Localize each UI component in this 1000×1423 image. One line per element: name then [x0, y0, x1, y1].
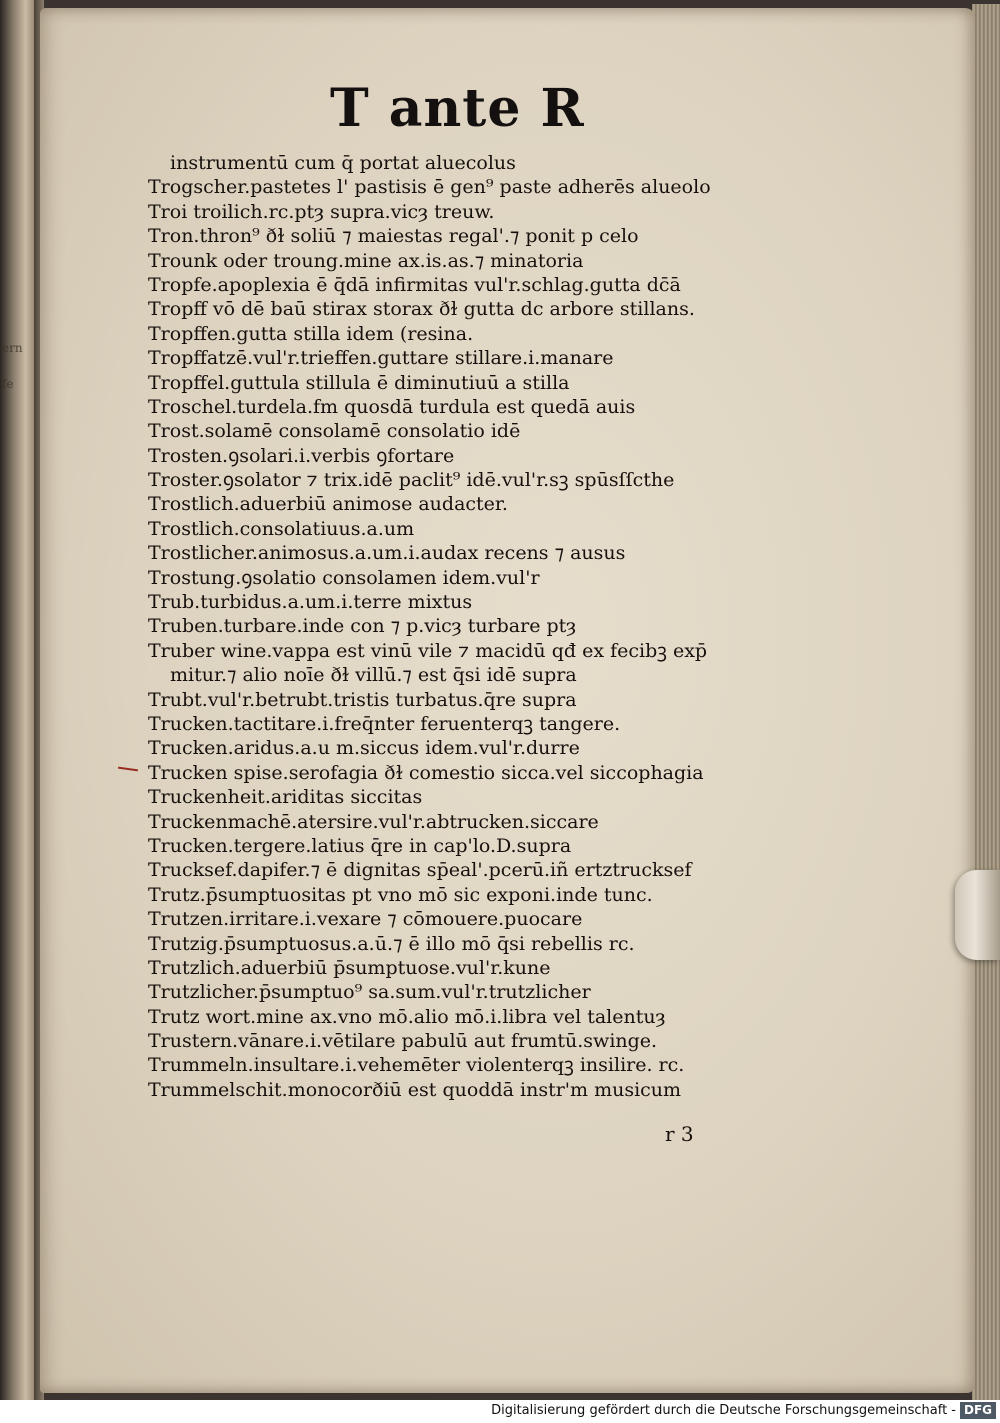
entry-line: Trutzen.irritare.i.vexare ⁊ cōmouere.puocare — [148, 908, 583, 931]
funding-credit: Digitalisierung gefördert durch die Deutsche Forschungsgemeinschaft - — [491, 1403, 956, 1418]
left-page-fragments — [2, 330, 30, 402]
entry-line: Trogscher.pastetes l' pastisis ē gen⁹ paste adherēs alueolo — [148, 176, 711, 199]
entry-line: Troster.ꝯsolator ⁊ trix.idē paclit⁹ idē.vul'r.sꝫ spūsſſcthe — [148, 469, 675, 492]
entry-line: Trutzig.p̄sumptuosus.a.ū.⁊ ē illo mō q̄si rebellis rc. — [148, 932, 635, 955]
entry-line: mitur.⁊ alio noīe ðɫ villū.⁊ est q̄si idē supra — [170, 664, 577, 687]
entry-line: Trubt.vul'r.betrubt.tristis turbatus.q̄re supra — [148, 688, 577, 711]
entry-line: Trutz wort.mine ax.vno mō.alio mō.i.libra vel talentuȝ — [148, 1005, 666, 1028]
entry-line: Truckenmachē.atersire.vul'r.abtrucken.siccare — [148, 810, 599, 833]
signature-mark: r 3 — [665, 1122, 694, 1146]
entry-line: Trucken.aridus.a.u m.siccus idem.vul'r.durre — [148, 737, 580, 760]
running-head: T ante R — [330, 78, 585, 139]
entry-line: Trostlicher.animosus.a.um.i.audax recens ⁊ ausus — [148, 542, 626, 565]
entry-line: Truben.turbare.inde con ⁊ p.vicȝ turbare ptȝ — [148, 615, 577, 638]
entry-line: Tropffatzē.vul'r.trieffen.guttare stillare.i.manare — [148, 347, 614, 370]
left-page-edge — [0, 0, 34, 1400]
page-edge-stack — [972, 4, 1000, 1400]
entry-line: Trustern.vānare.i.vētilare pabulū aut frumtū.swinge. — [148, 1030, 658, 1053]
entry-line: Trutzlicher.p̄sumptuo⁹ sa.sum.vul'r.trutzlicher — [148, 981, 591, 1004]
entry-line: Trutz.p̄sumptuositas pt vno mō sic exponi.inde tunc. — [148, 883, 653, 906]
entry-line: Trutzlich.aduerbiū p̄sumptuose.vul'r.kune — [148, 956, 551, 979]
entry-line: Tropff vō dē baū stirax storax ðɫ gutta dc arbore stillans. — [148, 298, 695, 321]
entry-line: Tron.thron⁹ ðɫ soliū ⁊ maiestas regal'.⁊ ponit p celo — [148, 225, 639, 248]
entry-line: Troi troilich.rc.ptȝ supra.vicȝ treuw. — [148, 200, 495, 223]
entry-line: Trub.turbidus.a.um.i.terre mixtus — [148, 591, 473, 614]
entry-line: Trostlich.consolatiuus.a.um — [148, 517, 415, 540]
entry-line: Truber wine.vappa est vinū vile ⁊ macidū qđ ex fecibꝫ exp̄ — [148, 639, 708, 662]
clasp-tab — [955, 870, 1000, 960]
entry-line: Trost.solamē consolamē consolatio idē — [148, 420, 521, 443]
entry-line: Trounk oder troung.mine ax.is.as.⁊ minatoria — [148, 249, 584, 272]
entry-line: Tropfe.apoplexia ē q̄dā infirmitas vul'r.schlag.gutta dc̄ā — [148, 273, 681, 296]
entry-line: Truckenheit.ariditas siccitas — [148, 786, 423, 809]
entry-line: Trucken.tergere.latius q̄re in cap'lo.D.supra — [148, 834, 572, 857]
entry-line: Trostung.ꝯsolatio consolamen idem.vul'r — [148, 566, 540, 589]
entry-line: Trucken.tactitare.i.freq̄nter feruenterqꝫ tangere. — [148, 712, 621, 735]
dfg-logo: DFG — [960, 1402, 996, 1419]
entry-line: instrumentū cum q̄ portat aluecolus — [170, 152, 516, 174]
entry-line: Trummelschit.monocorðiū est quoddā instr'm musicum — [148, 1078, 682, 1101]
entry-line: Tropffen.gutta stilla idem (resina. — [148, 322, 474, 345]
left-page-fragment: fe — [2, 377, 14, 391]
entry-line: Trosten.ꝯsolari.i.verbis ꝯfortare — [148, 444, 455, 467]
entry-line: Tropffel.guttula stillula ē diminutiuū a stilla — [148, 371, 570, 394]
left-page-fragment: ern — [2, 341, 23, 355]
footer-bar — [0, 1400, 1000, 1423]
entry-line: Trucken spise.serofagia ðɫ comestio sicca.vel siccophagia — [148, 761, 704, 784]
dictionary-entries — [148, 151, 748, 1102]
entry-line: Trummeln.insultare.i.vehemēter violenterqꝫ insilire. rc. — [148, 1054, 685, 1077]
entry-line: Trucksef.dapifer.⁊ ē dignitas sp̄eal'.pcerū.iñ ertztrucksef — [148, 859, 692, 882]
entry-line: Troschel.turdela.fm quosdā turdula est quedā auis — [148, 395, 636, 418]
entry-line: Trostlich.aduerbiū animose audacter. — [148, 493, 508, 516]
